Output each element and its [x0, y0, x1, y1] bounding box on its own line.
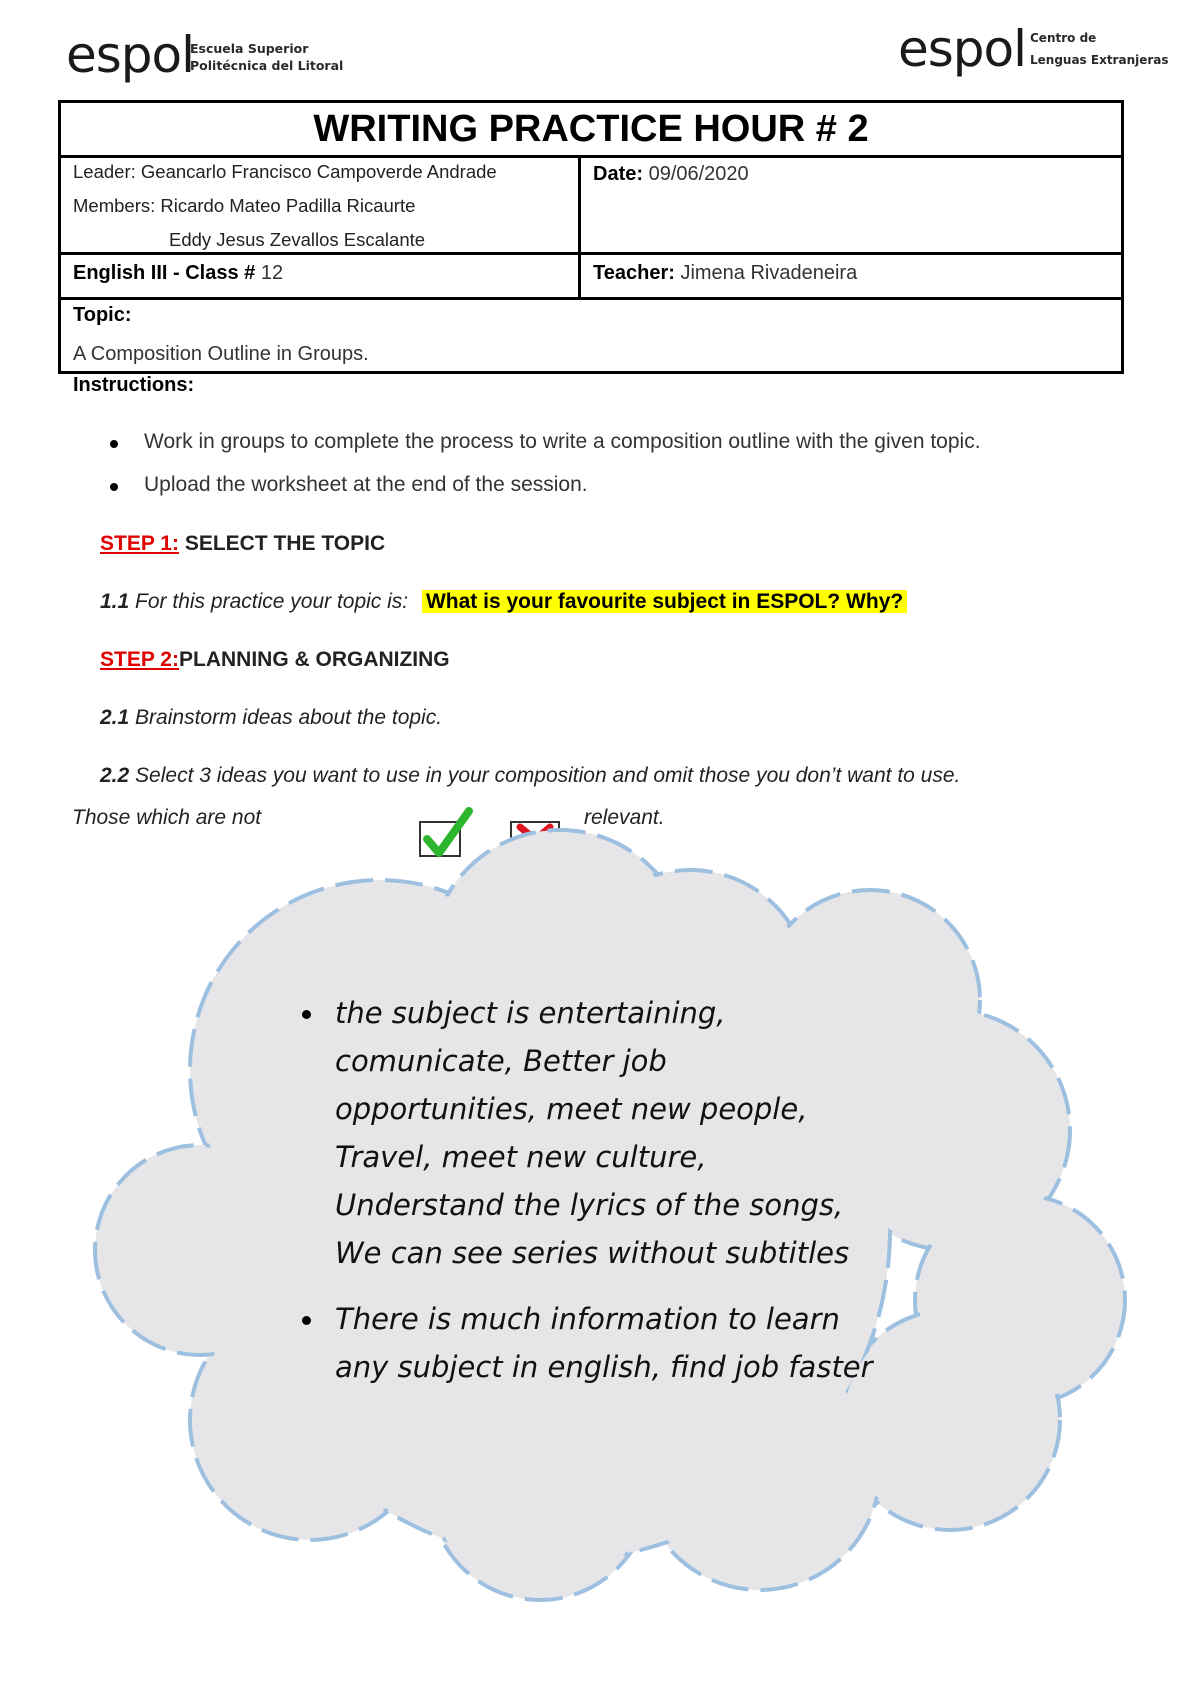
step2-title: PLANNING & ORGANIZING	[178, 648, 450, 671]
cloud-bullet2-line: any subject in english, find job faster	[335, 1350, 873, 1384]
course-value: 12	[260, 262, 284, 284]
step2-label: STEP 2:	[100, 648, 179, 671]
step1-label: STEP 1:	[100, 532, 179, 555]
page-title: WRITING PRACTICE HOUR # 2	[313, 108, 869, 150]
instruction-item: Work in groups to complete the process to write a composition outline with the given topic.	[144, 430, 981, 453]
step2-2-text: Select 3 ideas you want to use in your composition and omit those you don’t want to use.	[135, 764, 961, 787]
cloud-bullet1-line: the subject is entertaining,	[335, 996, 726, 1030]
logo-right-line1: Centro de	[1030, 31, 1097, 45]
cloud-bullet1-line: We can see series without subtitles	[335, 1236, 850, 1270]
leader-text: Leader: Geancarlo Francisco Campoverde Andrade	[73, 161, 497, 182]
cloud-bullet1-line: Travel, meet new culture,	[335, 1140, 707, 1174]
logo-left-wordmark: espol	[66, 26, 195, 84]
teacher-label: Teacher:	[593, 262, 675, 284]
cloud-bullet1-line: opportunities, meet new people,	[335, 1092, 808, 1126]
logo-left-line2: Politécnica del Litoral	[190, 58, 344, 73]
cloud-bullet1-line: comunicate, Better job	[335, 1044, 667, 1078]
logo-right-line2: Lenguas Extranjeras	[1030, 53, 1169, 67]
date-label: Date:	[593, 163, 644, 185]
cloud-bullet	[302, 1316, 311, 1325]
member2-text: Eddy Jesus Zevallos Escalante	[169, 229, 426, 250]
topic-label: Topic:	[73, 304, 132, 326]
logo-left-line1: Escuela Superior	[190, 41, 309, 56]
instructions-label: Instructions:	[73, 374, 195, 396]
step2-1-num: 2.1	[100, 706, 130, 729]
course-label: English III - Class #	[73, 262, 256, 284]
cloud-bullet	[302, 1010, 311, 1019]
topic-value: A Composition Outline in Groups.	[73, 343, 369, 365]
step2-1-text: Brainstorm ideas about the topic.	[135, 706, 443, 729]
step1-title: SELECT THE TOPIC	[184, 532, 386, 555]
step1-text: For this practice your topic is:	[135, 590, 409, 613]
teacher-value: Jimena Rivadeneira	[680, 262, 858, 284]
logo-right-wordmark: espol	[898, 20, 1027, 78]
instruction-item: Upload the worksheet at the end of the session.	[144, 473, 588, 496]
members-text: Members: Ricardo Mateo Padilla Ricaurte	[73, 195, 416, 216]
step1-num: 1.1	[100, 590, 130, 613]
cloud-bullet1-line: Understand the lyrics of the songs,	[335, 1188, 844, 1222]
step2-2-num: 2.2	[100, 764, 130, 787]
date-value: 09/06/2020	[648, 163, 749, 185]
cloud-bullet2-line: There is much information to learn	[335, 1302, 840, 1336]
step2-2-cont-a: Those which are not	[72, 806, 262, 829]
step2-2-cont-b: relevant.	[584, 806, 665, 829]
step1-topic: What is your favourite subject in ESPOL? Why?	[422, 590, 907, 613]
